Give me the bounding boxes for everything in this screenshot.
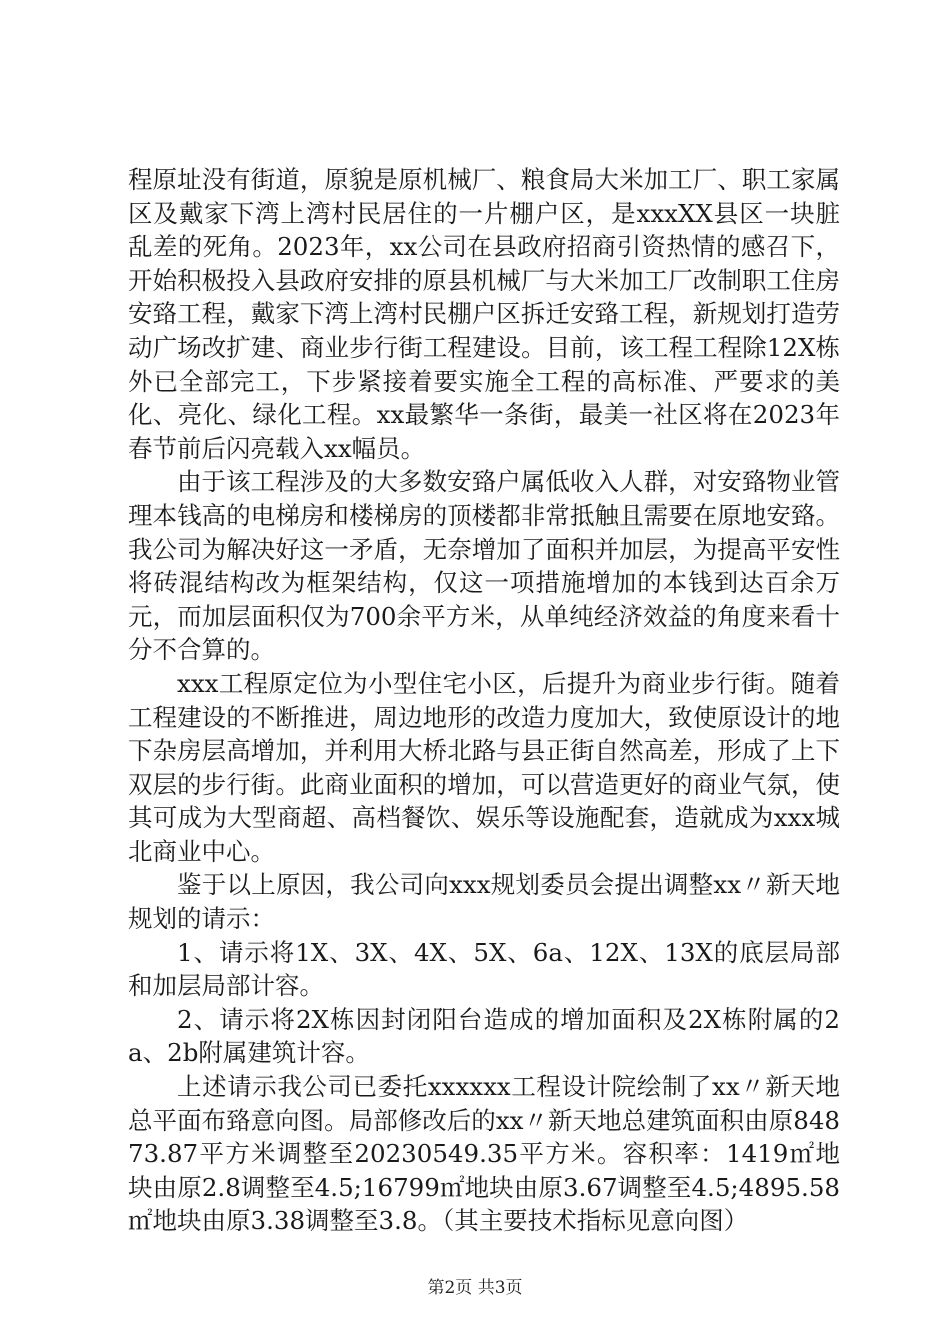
page-number-footer: 第2页 共3页 bbox=[427, 1278, 523, 1298]
paragraph-1: 程原址没有街道，原貌是原机械厂、粮食局大米加工厂、职工家属区及戴家下湾上湾村民居住的一片棚户区，是xxxXX县区一块脏乱差的死角。2023年，xx公司在县政府招商引资热情的感召下，开始积极投入县政府安排的原县机械厂与大米加工厂改制职工住房安臵工程，戴家下湾上湾村民棚户区拆迁安臵工程，新规划打造劳动广场改扩建、商业步行街工程建设。目前，该工程工程除12X栋外已全部完工，下步紧接着要实施全工程的高标准、严要求的美化、亮化、绿化工程。xx最繁华一条街，最美一社区将在2023年春节前后闪亮载入xx幅员。 bbox=[128, 165, 840, 463]
request-item-2: 2、请示将2X栋因封闭阳台造成的增加面积及2X栋附属的2a、2b附属建筑计容。 bbox=[128, 1004, 840, 1068]
paragraph-2: 由于该工程涉及的大多数安臵户属低收入人群，对安臵物业管理本钱高的电梯房和楼梯房的顶楼都非常抵触且需要在原地安臵。我公司为解决好这一矛盾，无奈增加了面积并加层，为提高平安性将砖混结构改为框架结构，仅这一项措施增加的本钱到达百余万元，而加层面积仅为700余平方米，从单纯经济效益的角度来看十分不合算的。 bbox=[128, 467, 840, 665]
request-item-1: 1、请示将1X、3X、4X、5X、6a、12X、13X的底层局部和加层局部计容。 bbox=[128, 937, 840, 1001]
paragraph-7: 上述请示我公司已委托xxxxxx工程设计院绘制了xx〃新天地总平面布臵意向图。局部修改后的xx〃新天地总建筑面积由原84873.87平方米调整至20230549.35平方米。容积率：1419㎡地块由原2.8调整至4.5;16799㎡地块由原3.67调整至4.5;4895.58㎡地块由原3.38调整至3.8。（其主要技术指标见意向图） bbox=[128, 1072, 840, 1236]
paragraph-4: 鉴于以上原因，我公司向xxx规划委员会提出调整xx〃新天地规划的请示： bbox=[128, 870, 840, 934]
paragraph-3: xxx工程原定位为小型住宅小区，后提升为商业步行街。随着工程建设的不断推进，周边地形的改造力度加大，致使原设计的地下杂房层高增加，并利用大桥北路与县正街自然高差，形成了上下双层的步行街。此商业面积的增加，可以营造更好的商业气氛，使其可成为大型商超、高档餐饮、娱乐等设施配套，造就成为xxx城北商业中心。 bbox=[128, 668, 840, 866]
document-body bbox=[128, 163, 840, 1238]
